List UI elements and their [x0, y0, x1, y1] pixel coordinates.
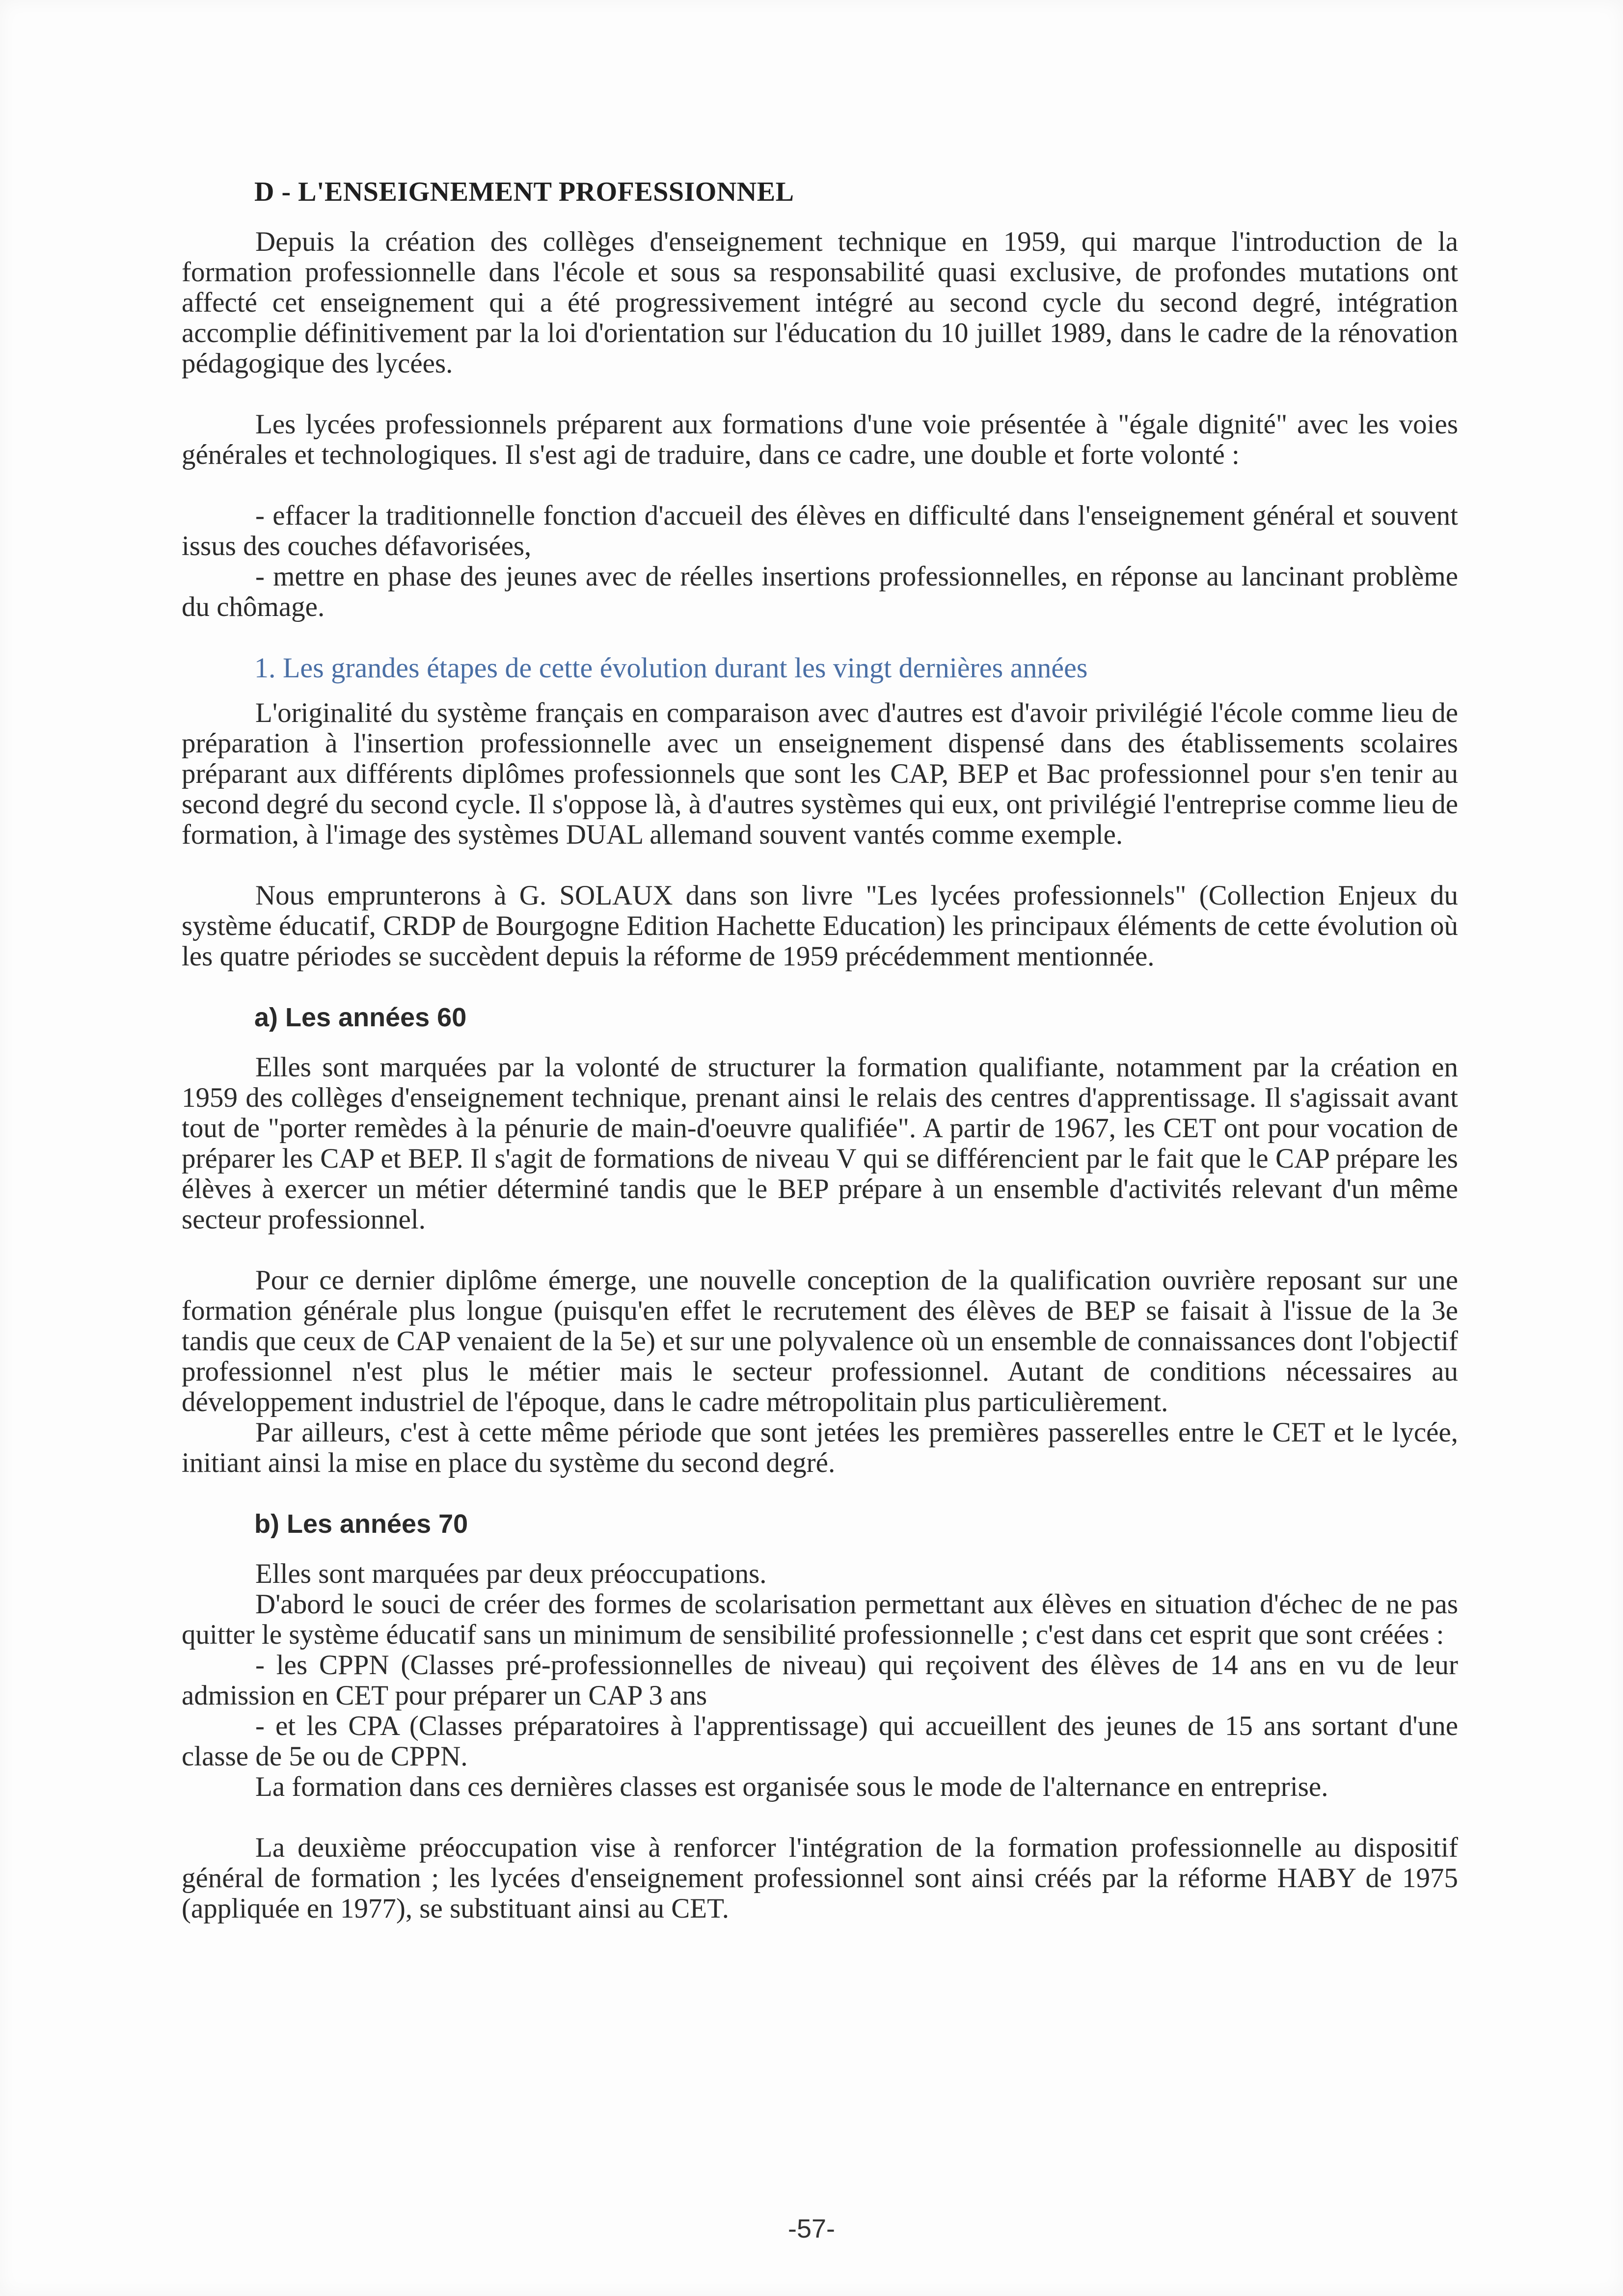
heading-annees-70: b) Les années 70 — [254, 1509, 468, 1539]
paragraph-originalite: L'originalité du système français en comparaison avec d'autres est d'avoir privilégié l'école comme lieu de préparation à l'insertion professionnelle avec un enseignement dispensé dans des établissements scolaires préparant aux différents diplômes professionnels que sont les CAP, BEP et Bac professionnel pour s'en tenir au second degré du second cycle. Il s'oppose là, à d'autres systèmes qui eux, ont privilégié l'entreprise comme lieu de formation, à l'image des systèmes DUAL allemand souvent vantés comme exemple. — [182, 697, 1458, 850]
paragraph: La formation dans ces dernières classes est organisée sous le mode de l'alternance en entreprise. — [255, 1771, 1328, 1802]
section-title: D - L'ENSEIGNEMENT PROFESSIONNEL — [254, 177, 794, 207]
page-number: -57- — [787, 2214, 836, 2243]
paragraph: Elles sont marquées par deux préoccupations. — [255, 1558, 767, 1589]
paragraph: Pour ce dernier diplôme émerge, une nouvelle conception de la qualification ouvrière reposant sur une formation générale plus longue (puisqu'en effet le recrutement des élèves de BEP se faisait à l'issue de la 3e tandis que ceux de CAP venaient de la 5e) et sur une polyvalence où un ensemble de connaissances dont l'objectif professionnel n'est plus le métier mais le secteur professionnel. Autant de conditions nécessaires au développement industriel de l'époque, dans le cadre métropolitain plus particulièrement. — [182, 1265, 1458, 1417]
heading-annees-60: a) Les années 60 — [254, 1003, 467, 1032]
paragraph-lycees: Les lycées professionnels préparent aux formations d'une voie présentée à "égale dignité" avec les voies générales et technologiques. Il s'est agi de traduire, dans ce cadre, une double et forte volonté : — [182, 409, 1458, 470]
paragraph: Elles sont marquées par la volonté de structurer la formation qualifiante, notamment par la création en 1959 des collèges d'enseignement technique, prenant ainsi le relais des centres d'apprentissage. Il s'agissait avant tout de "porter remèdes à la pénurie de main-d'oeuvre qualifiée". A partir de 1967, les CET ont pour vocation de préparer les CAP et BEP. Il s'agit de formations de niveau V qui se différencient par le fait que le CAP prépare les élèves à exercer un métier déterminé tandis que le BEP prépare à un ensemble d'activités relevant d'un même secteur professionnel. — [182, 1052, 1458, 1235]
subsection-title: 1. Les grandes étapes de cette évolution durant les vingt dernières années — [254, 652, 1088, 684]
intro-paragraph: Depuis la création des collèges d'enseignement technique en 1959, qui marque l'introduction de la formation professionnelle dans l'école et sous sa responsabilité quasi exclusive, de profondes mutations ont affecté cet enseignement qui a été progressivement intégré au second cycle du second degré, intégration accomplie définitivement par la loi d'orientation sur l'éducation du 10 juillet 1989, dans le cadre de la rénovation pédagogique des lycées. — [182, 226, 1458, 379]
list-item: - et les CPA (Classes préparatoires à l'apprentissage) qui accueillent des jeunes de 15 ans sortant d'une classe de 5e ou de CPPN. — [182, 1710, 1458, 1772]
list-item: - mettre en phase des jeunes avec de réelles insertions professionnelles, en réponse au lancinant problème du chômage. — [182, 561, 1458, 622]
page-body — [182, 147, 1458, 1924]
paragraph: Par ailleurs, c'est à cette même période que sont jetées les premières passerelles entre le CET et le lycée, initiant ainsi la mise en place du système du second degré. — [182, 1417, 1458, 1478]
paragraph: La deuxième préoccupation vise à renforcer l'intégration de la formation professionnelle au dispositif général de formation ; les lycées d'enseignement professionnel sont ainsi créés par la réforme HABY de 1975 (appliquée en 1977), se substituant ainsi au CET. — [182, 1832, 1458, 1924]
list-item: - les CPPN (Classes pré-professionnelles de niveau) qui reçoivent des élèves de 14 ans en vu de leur admission en CET pour préparer un CAP 3 ans — [182, 1650, 1458, 1711]
list-item: - effacer la traditionnelle fonction d'accueil des élèves en difficulté dans l'enseignement général et souvent issus des couches défavorisées, — [182, 500, 1458, 561]
paragraph-solaux: Nous emprunterons à G. SOLAUX dans son livre "Les lycées professionnels" (Collection Enjeux du système éducatif, CRDP de Bourgogne Edition Hachette Education) les principaux éléments de cette évolution où les quatre périodes se succèdent depuis la réforme de 1959 précédemment mentionnée. — [182, 880, 1458, 972]
paragraph: D'abord le souci de créer des formes de scolarisation permettant aux élèves en situation d'échec de ne pas quitter le système éducatif sans un minimum de sensibilité professionnelle ; c'est dans cet esprit que sont créées : — [182, 1589, 1458, 1650]
